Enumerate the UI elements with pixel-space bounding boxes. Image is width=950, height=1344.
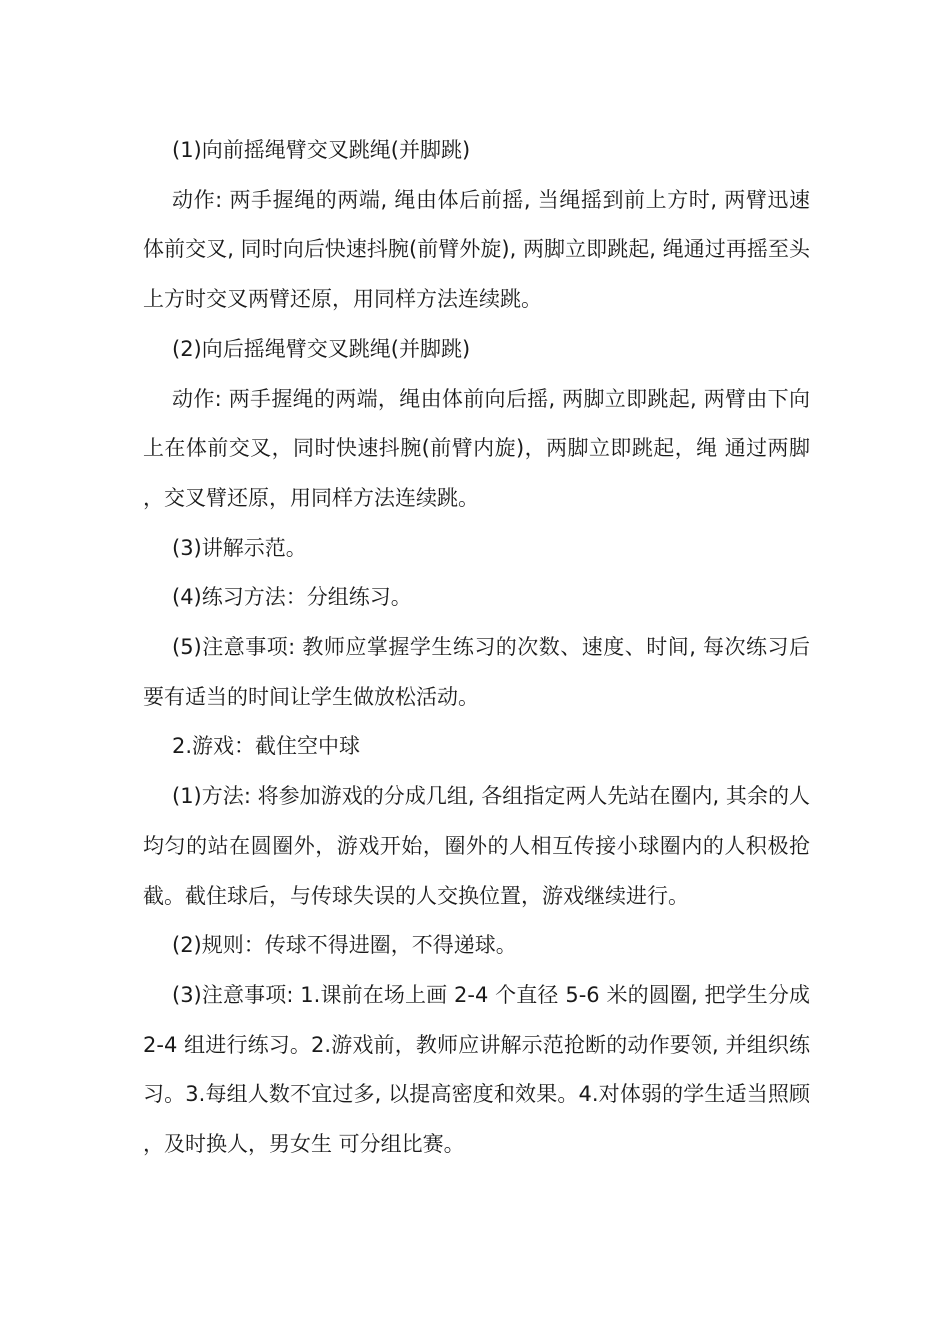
- paragraph-practice-method: (4)练习方法：分组练习。: [172, 585, 412, 610]
- paragraph-backward-cross-action: 动作: 两手握绳的两端，绳由体前向后摇, 两脚立即跳起, 两臂由下向上在体前交叉，同时快速抖腕(前臂内旋)，两脚立即跳起，绳 通过两脚，交叉臂还原，用同样方法连续跳。: [143, 386, 810, 510]
- heading-forward-cross-jump: (1)向前摇绳臂交叉跳绳(并脚跳): [172, 138, 471, 162]
- paragraph-jump-rope-notes: (5)注意事项: 教师应掌握学生练习的次数、速度、时间, 每次练习后要有适当的时间让学生做放松活动。: [143, 635, 810, 709]
- document-body: [143, 126, 810, 1170]
- paragraph-game-method: (1)方法: 将参加游戏的分成几组, 各组指定两人先站在圈内, 其余的人均匀的站在圆圈外，游戏开始，圈外的人相互传接小球圈内的人积极抢截。截住球后，与传球失误的人交换位置，游戏继续进行。: [143, 784, 810, 908]
- paragraph-game-notes: (3)注意事项: 1.课前在场上画 2-4 个直径 5-6 米的圆圈, 把学生分成 2-4 组进行练习。2.游戏前，教师应讲解示范抢断的动作要领, 并组织练习。3.每组人数不宜过多, 以提高密度和效果。4.对体弱的学生适当照顾，及时换人，男女生 可分组比赛。: [143, 982, 810, 1157]
- paragraph-demonstration: (3)讲解示范。: [172, 535, 307, 560]
- paragraph-forward-cross-action: 动作: 两手握绳的两端, 绳由体后前摇, 当绳摇到前上方时, 两臂迅速体前交叉, 同时向后快速抖腕(前臂外旋), 两脚立即跳起, 绳通过再摇至头上方时交叉两臂还原，用同样方法连续跳。: [143, 187, 810, 312]
- heading-backward-cross-jump: (2)向后摇绳臂交叉跳绳(并脚跳): [172, 336, 471, 361]
- paragraph-game-rules: (2)规则：传球不得进圈，不得递球。: [172, 933, 517, 958]
- heading-game-intercept-ball: 2.游戏：截住空中球: [172, 734, 361, 759]
